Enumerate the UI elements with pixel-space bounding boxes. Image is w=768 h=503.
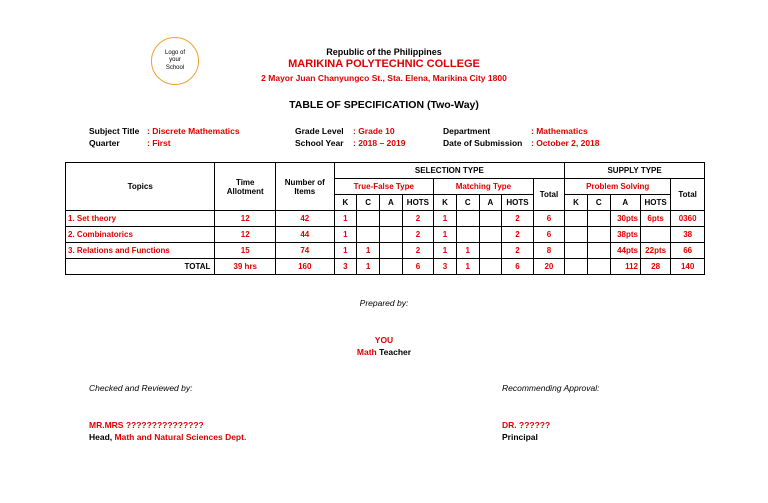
approver-name: DR. ?????? <box>502 420 551 430</box>
header-supply-total: Total <box>671 179 705 211</box>
col-hots: HOTS <box>502 195 533 211</box>
tf-hots-total: 6 <box>402 259 433 275</box>
college-name: MARIKINA POLYTECHNIC COLLEGE <box>288 58 480 70</box>
time-total: 39 hrs <box>215 259 276 275</box>
subject-label: Subject Title <box>89 126 140 136</box>
document-title: TABLE OF SPECIFICATION (Two-Way) <box>289 99 479 111</box>
table-row <box>66 211 705 227</box>
tf-a-cell <box>379 227 402 243</box>
grade-value: : Grade 10 <box>353 126 395 136</box>
ps-c-cell <box>587 211 610 227</box>
header-time-allotment: Time Allotment <box>215 163 276 211</box>
time-cell: 12 <box>215 211 276 227</box>
ps-a-total: 112 <box>610 259 640 275</box>
mt-c-cell: 1 <box>456 243 479 259</box>
header-matching: Matching Type <box>434 179 534 195</box>
tf-hots-cell: 2 <box>402 243 433 259</box>
tf-a-cell <box>379 243 402 259</box>
table-row <box>66 227 705 243</box>
selection-grand-total: 20 <box>533 259 564 275</box>
ps-hots-cell: 6pts <box>640 211 670 227</box>
mt-k-cell: 1 <box>434 227 457 243</box>
ps-k-cell <box>565 211 588 227</box>
topic-cell: 2. Combinatorics <box>66 227 215 243</box>
checker-role-title: Head, <box>89 432 113 442</box>
col-k: K <box>565 195 588 211</box>
ps-hots-cell <box>640 227 670 243</box>
logo-line: School <box>165 64 185 71</box>
mt-a-total <box>479 259 502 275</box>
tf-a-total <box>379 259 402 275</box>
preparer-role <box>0 347 768 357</box>
checker-name: MR.MRS ??????????????? <box>89 420 204 430</box>
logo-line: your <box>169 57 181 64</box>
supply-total-cell: 0360 <box>671 211 705 227</box>
prepared-by-label: Prepared by: <box>359 298 409 308</box>
header-selection-total: Total <box>533 179 564 211</box>
supply-total-cell: 38 <box>671 227 705 243</box>
items-cell: 44 <box>276 227 334 243</box>
quarter-value: : First <box>147 138 171 148</box>
items-cell: 74 <box>276 243 334 259</box>
header-supply-type: SUPPLY TYPE <box>565 163 705 179</box>
ps-c-cell <box>587 227 610 243</box>
college-address: 2 Mayor Juan Chanyungco St., Sta. Elena, Marikina City 1800 <box>261 73 507 83</box>
specification-table <box>65 162 705 275</box>
ps-k-total <box>565 259 588 275</box>
recommending-approval-label: Recommending Approval: <box>502 383 600 393</box>
selection-total-cell: 6 <box>533 227 564 243</box>
header-selection-type: SELECTION TYPE <box>334 163 565 179</box>
table-row <box>66 243 705 259</box>
items-cell: 42 <box>276 211 334 227</box>
ps-hots-total: 28 <box>640 259 670 275</box>
col-c: C <box>357 195 380 211</box>
time-cell: 15 <box>215 243 276 259</box>
tf-hots-cell: 2 <box>402 211 433 227</box>
mt-c-cell <box>456 211 479 227</box>
logo-line: Logo of <box>164 49 186 56</box>
header-topics: Topics <box>66 163 215 211</box>
tf-k-cell: 1 <box>334 243 357 259</box>
header-problem-solving: Problem Solving <box>565 179 671 195</box>
mt-a-cell <box>479 211 502 227</box>
quarter-label: Quarter <box>89 138 120 148</box>
mt-k-cell: 1 <box>434 211 457 227</box>
col-k: K <box>434 195 457 211</box>
preparer-name: YOU <box>374 335 394 345</box>
tf-c-total: 1 <box>357 259 380 275</box>
department-value: : Mathematics <box>531 126 588 136</box>
col-a: A <box>610 195 640 211</box>
mt-k-cell: 1 <box>434 243 457 259</box>
ps-k-cell <box>565 243 588 259</box>
mt-hots-cell: 2 <box>502 211 533 227</box>
ps-c-cell <box>587 243 610 259</box>
col-k: K <box>334 195 357 211</box>
totals-row <box>66 259 705 275</box>
tf-k-cell: 1 <box>334 227 357 243</box>
schoolyear-label: School Year <box>295 138 344 148</box>
tf-k-total: 3 <box>334 259 357 275</box>
grade-label: Grade Level <box>295 126 344 136</box>
mt-a-cell <box>479 243 502 259</box>
checker-role-dept: Math and Natural Sciences Dept. <box>114 432 247 442</box>
supply-grand-total: 140 <box>671 259 705 275</box>
mt-k-total: 3 <box>434 259 457 275</box>
tf-c-cell <box>357 211 380 227</box>
mt-c-total: 1 <box>456 259 479 275</box>
mt-hots-cell: 2 <box>502 243 533 259</box>
department-label: Department <box>443 126 491 136</box>
approver-role: Principal <box>502 432 538 442</box>
tf-c-cell <box>357 227 380 243</box>
ps-a-cell: 38pts <box>610 227 640 243</box>
items-total: 160 <box>276 259 334 275</box>
mt-hots-cell: 2 <box>502 227 533 243</box>
selection-total-cell: 8 <box>533 243 564 259</box>
totals-label: TOTAL <box>66 259 215 275</box>
topic-cell: 1. Set theory <box>66 211 215 227</box>
checked-by-label: Checked and Reviewed by: <box>89 383 193 393</box>
subject-value: : Discrete Mathematics <box>147 126 240 136</box>
republic-heading: Republic of the Philippines <box>326 47 442 57</box>
tf-hots-cell: 2 <box>402 227 433 243</box>
header-true-false: True-False Type <box>334 179 434 195</box>
ps-c-total <box>587 259 610 275</box>
ps-a-cell: 44pts <box>610 243 640 259</box>
tf-a-cell <box>379 211 402 227</box>
col-a: A <box>479 195 502 211</box>
mt-a-cell <box>479 227 502 243</box>
mt-c-cell <box>456 227 479 243</box>
supply-total-cell: 66 <box>671 243 705 259</box>
mt-hots-total: 6 <box>502 259 533 275</box>
schoolyear-value: : 2018 – 2019 <box>353 138 406 148</box>
col-a: A <box>379 195 402 211</box>
time-cell: 12 <box>215 227 276 243</box>
ps-k-cell <box>565 227 588 243</box>
submission-value: : October 2, 2018 <box>531 138 600 148</box>
col-c: C <box>456 195 479 211</box>
tf-k-cell: 1 <box>334 211 357 227</box>
col-hots: HOTS <box>640 195 670 211</box>
preparer-role-subject: Math <box>356 347 377 357</box>
checker-role <box>89 432 246 442</box>
ps-hots-cell: 22pts <box>640 243 670 259</box>
header-number-of-items: Number of Items <box>276 163 334 211</box>
topic-cell: 3. Relations and Functions <box>66 243 215 259</box>
ps-a-cell: 30pts <box>610 211 640 227</box>
tf-c-cell: 1 <box>357 243 380 259</box>
col-c: C <box>587 195 610 211</box>
selection-total-cell: 6 <box>533 211 564 227</box>
col-hots: HOTS <box>402 195 433 211</box>
submission-label: Date of Submission <box>443 138 523 148</box>
preparer-role-title: Teacher <box>379 347 412 357</box>
